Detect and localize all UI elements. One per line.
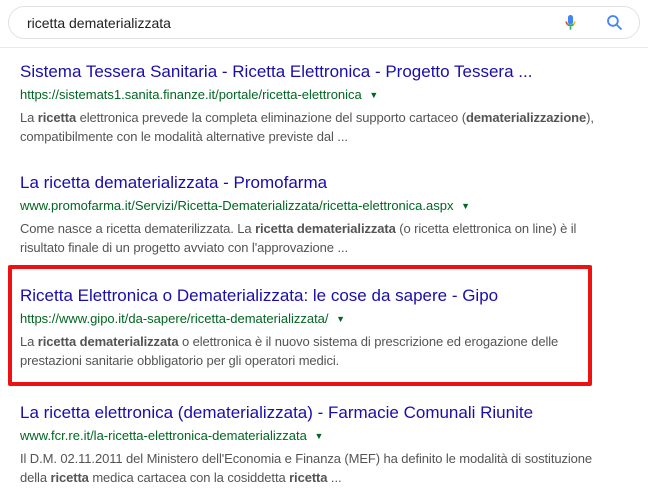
snippet-text: risultato finale di un progetto avviato con l'approvazione ...	[20, 240, 348, 255]
result-snippet	[20, 108, 628, 146]
snippet-text: Come nasce a ricetta dematerilizzata. La	[20, 221, 256, 236]
search-result-highlighted	[8, 265, 592, 386]
search-input[interactable]	[9, 15, 558, 31]
snippet-text: o elettronica è il nuovo sistema di prescrizione ed erogazione delle	[178, 334, 559, 349]
snippet-keyword: ricetta	[37, 110, 77, 125]
result-title-link[interactable]: La ricetta elettronica (dematerializzata) - Farmacie Comunali Riunite	[20, 403, 534, 422]
snippet-text: Il D.M. 02.11.2011 del Ministero dell'Economia e Finanza (MEF) ha definito le modalità di sostituzione	[20, 451, 593, 466]
snippet-text: medica cartacea con la cosiddetta	[88, 470, 290, 485]
result-url-row	[20, 197, 628, 215]
snippet-keyword: ricetta dematerializzata	[37, 334, 179, 349]
result-url-row	[20, 427, 628, 445]
snippet-text: La	[20, 110, 38, 125]
snippet-text: ...	[327, 470, 342, 485]
chevron-down-icon[interactable]: ▼	[314, 431, 324, 441]
search-results-list	[0, 48, 648, 487]
search-bar	[8, 6, 640, 39]
result-snippet	[20, 449, 628, 487]
snippet-keyword: ricetta dematerializzata	[255, 221, 396, 236]
snippet-text: compatibilmente con le modalità alternative previste dal ...	[20, 129, 348, 144]
snippet-text: (o ricetta elettronica on line) è il	[395, 221, 577, 236]
search-result	[20, 172, 628, 257]
result-snippet	[20, 219, 628, 257]
search-icon[interactable]	[602, 11, 626, 35]
result-url: www.promofarma.it/Servizi/Ricetta-Dematerializzata/ricetta-elettronica.aspx	[20, 198, 454, 213]
result-snippet	[20, 332, 582, 370]
snippet-text: elettronica prevede la completa eliminazione del supporto cartaceo (	[76, 110, 466, 125]
microphone-icon[interactable]	[558, 11, 582, 35]
result-title-link[interactable]: La ricetta dematerializzata - Promofarma	[20, 173, 328, 192]
snippet-text: ),	[586, 110, 594, 125]
result-url: www.fcr.re.it/la-ricetta-elettronica-dematerializzata	[20, 428, 307, 443]
snippet-text: La	[20, 334, 38, 349]
search-result	[20, 402, 628, 487]
result-title-link[interactable]: Sistema Tessera Sanitaria - Ricetta Elettronica - Progetto Tessera ...	[20, 62, 533, 81]
search-result	[20, 61, 628, 146]
chevron-down-icon[interactable]: ▼	[369, 90, 379, 100]
result-url-row	[20, 86, 628, 104]
snippet-text: della	[20, 470, 51, 485]
result-url: https://www.gipo.it/da-sapere/ricetta-dematerializzata/	[20, 311, 329, 326]
result-title-link[interactable]: Ricetta Elettronica o Dematerializzata: le cose da sapere - Gipo	[20, 286, 499, 305]
snippet-text: prestazioni sanitarie obbligatorio per gli operatori medici.	[20, 353, 340, 368]
snippet-keyword: ricetta	[289, 470, 328, 485]
result-url: https://sistemats1.sanita.finanze.it/portale/ricetta-elettronica	[20, 87, 362, 102]
chevron-down-icon[interactable]: ▼	[461, 201, 471, 211]
snippet-keyword: dematerializzazione	[465, 110, 587, 125]
chevron-down-icon[interactable]: ▼	[336, 314, 346, 324]
result-url-row	[20, 310, 582, 328]
snippet-keyword: ricetta	[50, 470, 89, 485]
